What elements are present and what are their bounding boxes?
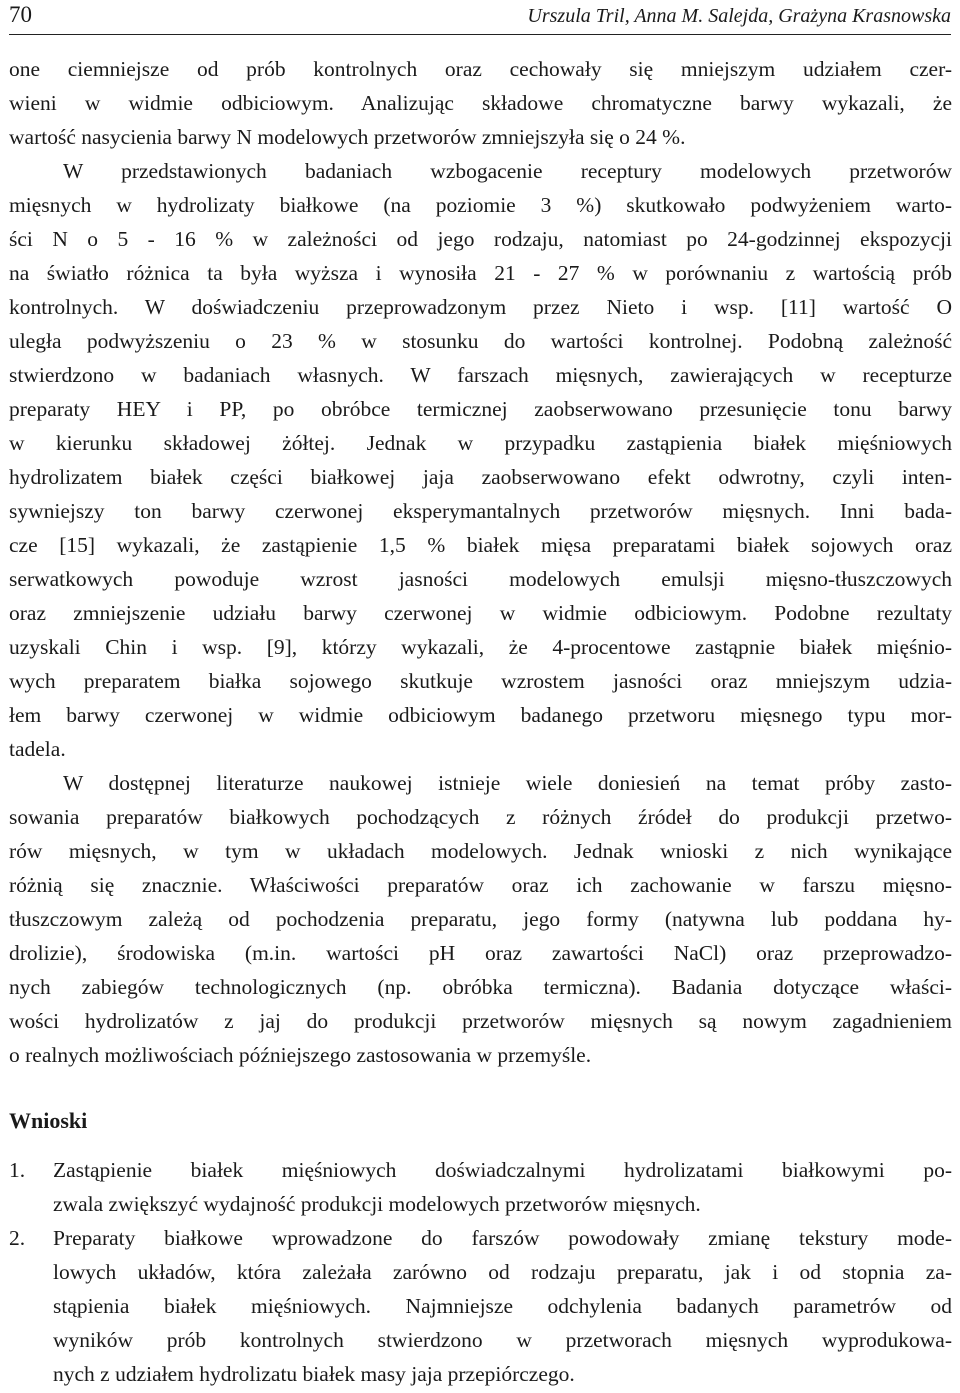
page-header (9, 0, 951, 35)
text-line: nych zabiegów technologicznych (np. obróbka termiczna). Badania dotyczące właści- (9, 975, 952, 999)
text-line: uległa podwyższeniu o 23 % w stosunku do wartości kontrolnej. Podobną zależność (9, 329, 952, 353)
text-line: wieni w widmie odbiciowym. Analizując składowe chromatyczne barwy wykazali, że (9, 91, 952, 115)
text-line: wości hydrolizatów z jaj do produkcji przetworów mięsnych są nowym zagadnieniem (9, 1009, 952, 1033)
text-line: hydrolizatem białek części białkowej jaja zaobserwowano efekt odwrotny, czyli inten- (9, 465, 952, 489)
text-line: serwatkowych powoduje wzrost jasności modelowych emulsji mięsno-tłuszczowych (9, 567, 952, 591)
text-line: W przedstawionych badaniach wzbogacenie receptury modelowych przetworów (63, 159, 952, 183)
text-line: nych z udziałem hydrolizatu białek masy jaja przepiórczego. (53, 1362, 575, 1386)
section-heading-conclusions: Wnioski (9, 1108, 88, 1133)
text-line: łem barwy czerwonej w widmie odbiciowym badanego przetworu mięsnego typu mor- (9, 703, 952, 727)
text-line: stąpienia białek mięśniowych. Najmniejsze odchylenia badanych parametrów od (53, 1294, 952, 1318)
text-line: preparaty HEY i PP, po obróbce termicznej zaobserwowano przesunięcie tonu barwy (9, 397, 952, 421)
text-line: Preparaty białkowe wprowadzone do farszów powodowały zmianę tekstury mode- (53, 1226, 952, 1250)
text-line: wartość nasycienia barwy N modelowych przetworów zmniejszyła się o 24 %. (9, 125, 686, 149)
text-line: drolizie), środowiska (m.in. wartości pH oraz zawartości NaCl) oraz przeprowadzo- (9, 941, 952, 965)
text-line: różnią się znacznie. Właściwości preparatów oraz ich zachowanie w farszu mięsno- (9, 873, 952, 897)
text-line: uzyskali Chin i wsp. [9], którzy wykazali, że 4-procentowe zastąpnie białek mięśnio- (9, 635, 952, 659)
page-number: 70 (9, 2, 32, 27)
text-line: zwala zwiększyć wydajność produkcji modelowych przetworów mięsnych. (53, 1192, 701, 1216)
text-line: wych preparatem białka sojowego skutkuje wzrostem jasności oraz mniejszym udzia- (9, 669, 952, 693)
text-line: wyników prób kontrolnych stwierdzono w przetworach mięsnych wyprodukowa- (53, 1328, 952, 1352)
text-line: tadela. (9, 737, 66, 761)
text-line: lowych układów, która zależała zarówno od rodzaju preparatu, jak i od stopnia za- (53, 1260, 952, 1284)
text-line: cze [15] wykazali, że zastąpienie 1,5 % białek mięsa preparatami białek sojowych oraz (9, 533, 952, 557)
text-line: kontrolnych. W doświadczeniu przeprowadzonym przez Nieto i wsp. [11] wartość O (9, 295, 952, 319)
text-line: mięsnych w hydrolizaty białkowe (na poziomie 3 %) skutkowało podwyżeniem warto- (9, 193, 952, 217)
text-line: rów mięsnych, w tym w układach modelowych. Jednak wnioski z nich wynikające (9, 839, 952, 863)
text-line: oraz zmniejszenie udziału barwy czerwonej w widmie odbiciowym. Podobne rezultaty (9, 601, 952, 625)
text-line: tłuszczowym zależą od pochodzenia preparatu, jego formy (natywna lub poddana hy- (9, 907, 952, 931)
text-line: o realnych możliwościach późniejszego zastosowania w przemyśle. (9, 1043, 592, 1067)
text-line: ści N o 5 - 16 % w zależności od jego rodzaju, natomiast po 24-godzinnej ekspozycji (9, 227, 952, 251)
list-number: 1. (9, 1158, 26, 1182)
text-line: w kierunku składowej żółtej. Jednak w przypadku zastąpienia białek mięśniowych (9, 431, 952, 455)
text-line: Zastąpienie białek mięśniowych doświadczalnymi hydrolizatami białkowymi po- (53, 1158, 952, 1182)
text-line: na światło różnica ta była wyższa i wynosiła 21 - 27 % w porównaniu z wartością prób (9, 261, 952, 285)
text-line: sowania preparatów białkowych pochodzących z różnych źródeł do produkcji przetwo- (9, 805, 952, 829)
text-line: one ciemniejsze od prób kontrolnych oraz cechowały się mniejszym udziałem czer- (9, 57, 952, 81)
text-line: sywniejszy ton barwy czerwonej eksperymantalnych przetworów mięsnych. Inni bada- (9, 499, 952, 523)
text-line: W dostępnej literaturze naukowej istnieje wiele doniesień na temat próby zasto- (63, 771, 952, 795)
text-line: stwierdzono w badaniach własnych. W farszach mięsnych, zawierających w recepturze (9, 363, 952, 387)
running-head: Urszula Tril, Anna M. Salejda, Grażyna Krasnowska (527, 5, 951, 27)
list-number: 2. (9, 1226, 26, 1250)
